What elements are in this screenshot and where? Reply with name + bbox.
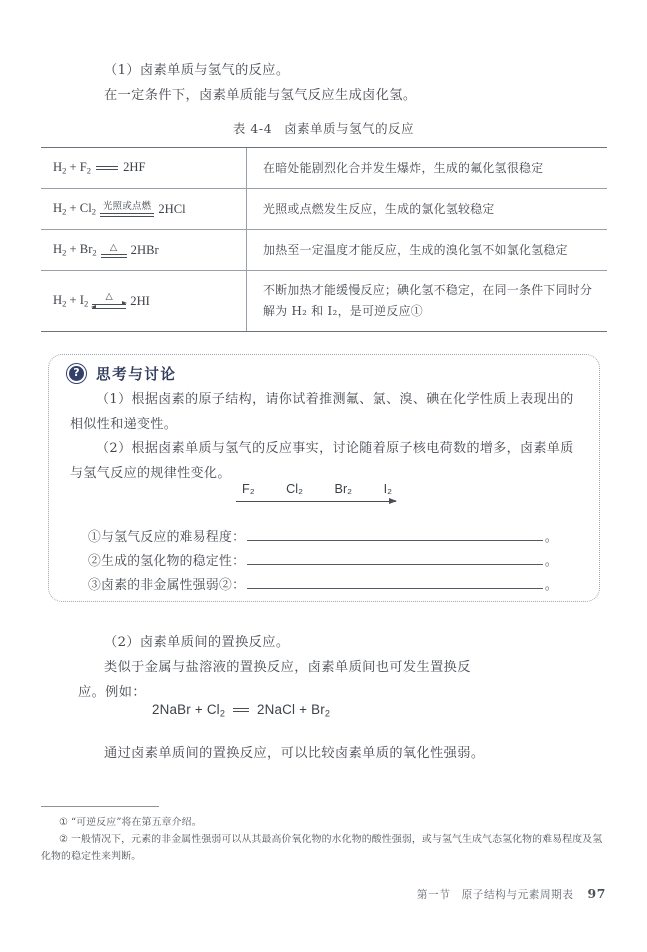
reaction-condition-label: 光照或点燃 [102,201,152,212]
table-cell-description: 在暗处能剧烈化合并发生爆炸，生成的氟化氢很稳定 [263,160,544,175]
intro-line-1: （1）卤素单质与氢气的反应。 [104,63,290,78]
discussion-blanks [88,526,558,598]
equation-left: $H_2 + I_2$ [53,293,89,309]
blank-row [88,550,558,574]
reaction-condition-label: △ [105,290,114,302]
blank-row [88,526,558,550]
reaction-condition-arrow [101,242,127,258]
footer-section-title: 第一节 原子结构与元素周期表 [416,889,574,901]
equals-double-line [233,708,249,712]
page-number: 97 [587,886,606,901]
equation-left: $H_2 + Br_2$ [53,242,97,258]
blank-label: ①与氢气反应的难易程度： [88,530,246,545]
footnotes [41,814,611,865]
reversible-reaction-arrow [92,291,126,312]
halogen-trend-diagram [236,482,396,506]
page-footer [417,886,606,902]
footnote-marker: ② [59,834,69,845]
table-caption-number: 表 4-4 [232,121,273,136]
footnote-item [41,814,611,831]
substitution-conclusion [78,741,498,766]
footnote-text: 一般情况下，元素的非金属性强弱可以从其最高价氧化物的水化物的酸性强弱，或与氢气生成气态氢化物的难易程度及氢化物的稳定性来判断。 [41,834,603,862]
table-row [41,147,607,189]
footnote-item [41,831,611,865]
trend-label-i2: I₂ [383,482,392,496]
table-cell-description: 加热至一定温度才能反应，生成的溴化氢不如氯化氢稳定 [263,242,568,257]
equation-left: $H_2 + Cl_2$ [53,201,96,217]
question-mark-icon: ? [66,363,87,384]
blank-label: ③卤素的非金属性强弱②： [88,578,246,593]
substitution-section [78,630,498,705]
trend-label-br2: Br₂ [334,482,353,496]
table-cell-equation [41,189,247,229]
blank-label: ②生成的氢化物的稳定性： [88,554,246,569]
blank-answer-line[interactable] [247,576,543,589]
equation-left: $H_2 + F_2$ [53,160,92,176]
substitution-equation: 2NaBr + $Cl_2$ 2NaCl + $Br_2$ [152,702,331,719]
intro-line-2: 在一定条件下，卤素单质能与氢气反应生成卤化氢。 [104,88,417,103]
table-row [41,230,607,271]
table-caption-title: 卤素单质与氢气的反应 [284,121,415,136]
substitution-line-2: 类似于金属与盐溶液的置换反应，卤素单质间也可发生置换反应。例如： [78,660,471,700]
table-row [41,189,607,230]
intro-section [78,58,578,108]
trend-labels [236,482,396,498]
equation-right: 2HBr [130,242,159,257]
table-row [41,271,607,332]
equals-double-line [100,213,154,217]
equals-double-line [101,254,127,258]
blank-row [88,574,558,598]
reaction-condition-label: △ [109,242,118,253]
trend-label-f2: F₂ [242,482,255,496]
equation-right: 2HI [130,293,150,308]
blank-answer-line[interactable] [247,528,543,541]
table-cell-equation [41,271,247,331]
trend-label-cl2: Cl₂ [286,482,303,496]
table-cell-description: 光照或点燃发生反应，生成的氯化氢较稳定 [263,201,495,216]
right-arrow-icon [236,498,396,506]
discussion-item-1: （1）根据卤素的原子结构，请你试着推测氟、氯、溴、碘在化学性质上表现出的相似性和递变性。 [70,392,574,432]
discussion-header [66,363,176,384]
table-caption [0,119,647,137]
double-headed-arrow-icon [92,303,126,312]
equation-right: 2HF [123,160,146,175]
discussion-title: 思考与讨论 [96,366,177,383]
blank-period: 。 [544,578,558,593]
table-cell-description: 不断加热才能缓慢反应；碘化氢不稳定，在同一条件下同时分解为 H₂ 和 I₂，是可逆反应① [263,283,593,318]
footnote-divider [41,806,159,807]
footnote-marker: ① [59,817,69,828]
substitution-line-3: 通过卤素单质间的置换反应，可以比较卤素单质的氧化性强弱。 [104,746,485,761]
blank-period: 。 [544,530,558,545]
blank-period: 。 [544,554,558,569]
footnote-text: “可逆反应”将在第五章介绍。 [71,817,202,828]
reaction-condition-arrow [100,201,154,217]
discussion-item-2: （2）根据卤素单质与氢气的反应事实，讨论随着原子核电荷数的增多，卤素单质与氢气反应的规律性变化。 [70,441,574,481]
equation-right: 2HCl [158,201,186,216]
table-cell-equation [41,148,247,188]
blank-answer-line[interactable] [247,552,543,565]
table-cell-equation [41,230,247,270]
equals-double-line [96,166,118,170]
reaction-table [41,147,607,332]
discussion-body [70,388,580,486]
substitution-line-1: （2）卤素单质间的置换反应。 [104,635,290,650]
